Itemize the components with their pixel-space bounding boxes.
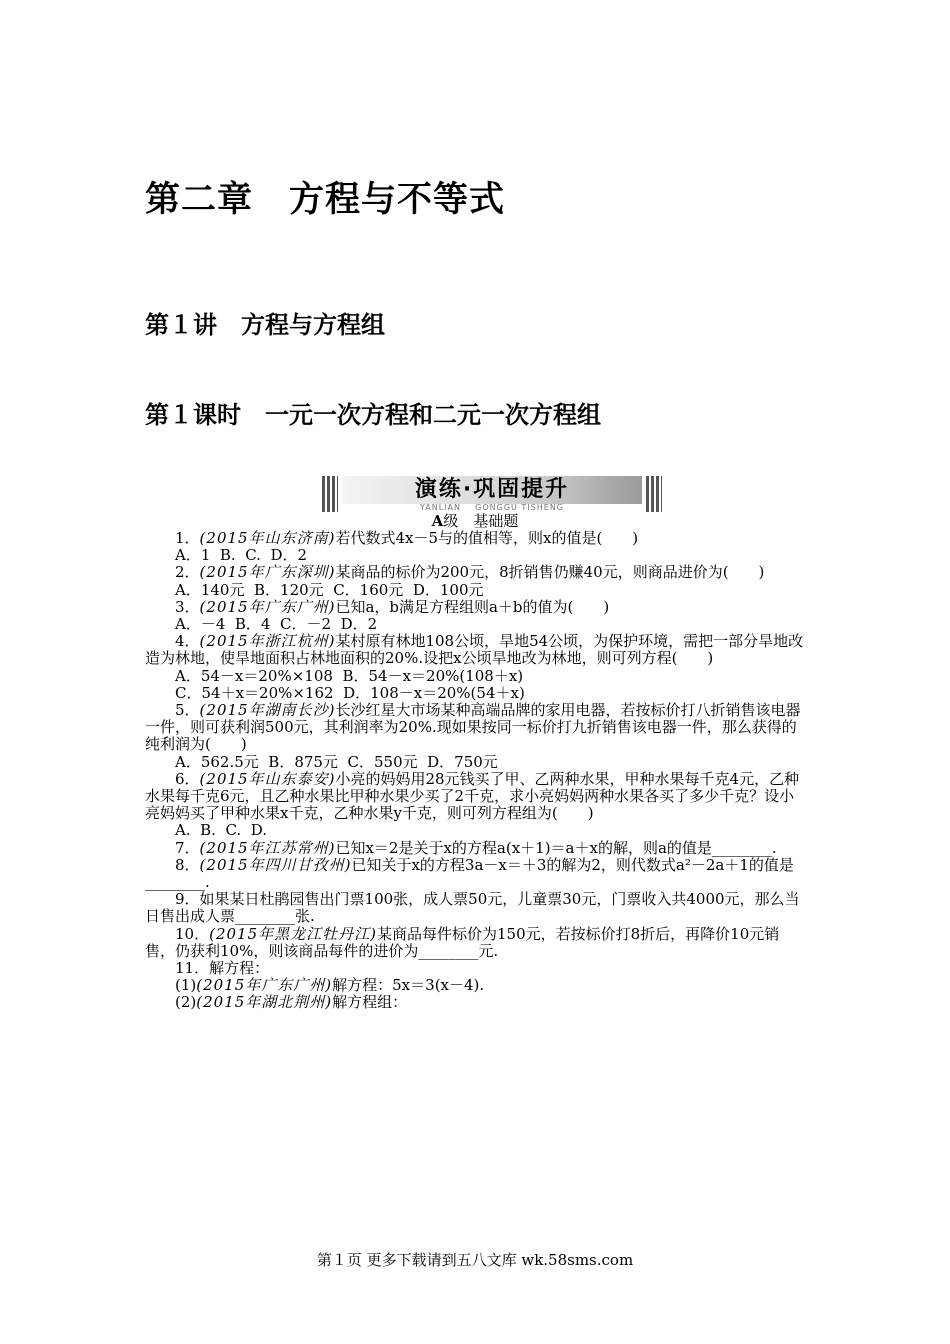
- question-11-part-1: (1)(2015年广东广州)解方程：5x＝3(x－4).: [175, 976, 485, 995]
- practice-banner: [322, 476, 662, 512]
- banner-subtitle: YANLIAN GONGGU TISHENG: [419, 503, 565, 512]
- question-2-options: A．140元 B．120元 C．160元 D．100元: [175, 580, 484, 599]
- question-6: 6．(2015年山东泰安)小亮的妈妈用28元钱买了甲、乙两种水果，甲种水果每千克4元，乙种水果每千克6元，且乙种水果比甲种水果少买了2千克，求小亮妈妈两种水果各买了多少千克？设小亮妈妈买了甲种水果x千克，乙种水果y千克，则可列方程组为( ): [145, 769, 800, 823]
- question-5: 5．(2015年湖南长沙)长沙红星大市场某种高端品牌的家用电器，若按标价打八折销售该电器一件，则可获利润500元，其利润率为20%.现如果按同一标价打九折销售该电器一件，那么获得的纯利润为( ): [145, 701, 801, 754]
- page-footer: 第１页 更多下载请到五八文库 wk.58sms.com: [316, 1251, 634, 1269]
- lecture-title: 第１讲 方程与方程组: [145, 311, 385, 339]
- question-3-options: A．－4 B．4 C．－2 D．2: [175, 615, 378, 634]
- question-5-options: A．562.5元 B．875元 C．550元 D．750元: [175, 752, 498, 771]
- question-7: 7．(2015年江苏常州)已知x＝2是关于x的方程a(x＋1)＝a＋x的解，则a的值是________.: [175, 838, 777, 857]
- question-list: [145, 530, 807, 1012]
- question-10: 10．(2015年黑龙江牡丹江)某商品每件标价为150元，若按标价打8折后，再降价10元销售，仍获利10%，则该商品每件的进价为________元.: [145, 924, 780, 960]
- question-2: 2．(2015年广东深圳)某商品的标价为200元，8折销售仍赚40元，则商品进价为( ): [175, 563, 765, 582]
- question-3: 3．(2015年广东广州)已知a，b满足方程组则a＋b的值为( ): [175, 597, 610, 616]
- banner-title: 演练·巩固提升: [414, 477, 570, 502]
- question-1: 1．(2015年山东济南)若代数式4x－5与的值相等，则x的值是( ): [175, 529, 639, 547]
- question-4-options-cd: C．54＋x＝20%×162 D．108－x＝20%(54＋x): [175, 683, 525, 702]
- question-11: 11．解方程：: [175, 959, 270, 978]
- lesson-title: 第１课时 一元一次方程和二元一次方程组: [145, 401, 601, 429]
- question-8: 8．(2015年四川甘孜州)已知关于x的方程3a－x＝＋3的解为2，则代数式a²－2a＋1的值是________.: [145, 855, 794, 892]
- level-text: 级 基础题: [443, 512, 519, 530]
- chapter-title: 第二章 方程与不等式: [145, 180, 506, 220]
- question-9: 9．如果某日杜鹃园售出门票100张，成人票50元，儿童票30元，门票收入共4000元，那么当日售出成人票________张.: [145, 890, 800, 926]
- question-4-options-ab: A．54－x＝20%×108 B．54－x＝20%(108＋x): [175, 666, 524, 685]
- question-4: 4．(2015年浙江杭州)某村原有林地108公顷，旱地54公顷，为保护环境，需把一部分旱地改造为林地，使旱地面积占林地面积的20%.设把x公顷旱地改为林地，则可列方程( ): [145, 632, 804, 668]
- question-11-part-2: (2)(2015年湖北荆州)解方程组：: [175, 993, 408, 1012]
- question-6-options: A. B. C. D.: [175, 821, 267, 840]
- level-heading: [0, 512, 950, 530]
- level-letter: A: [431, 512, 444, 530]
- question-1-options: A．1 B. C. D．2: [175, 546, 308, 565]
